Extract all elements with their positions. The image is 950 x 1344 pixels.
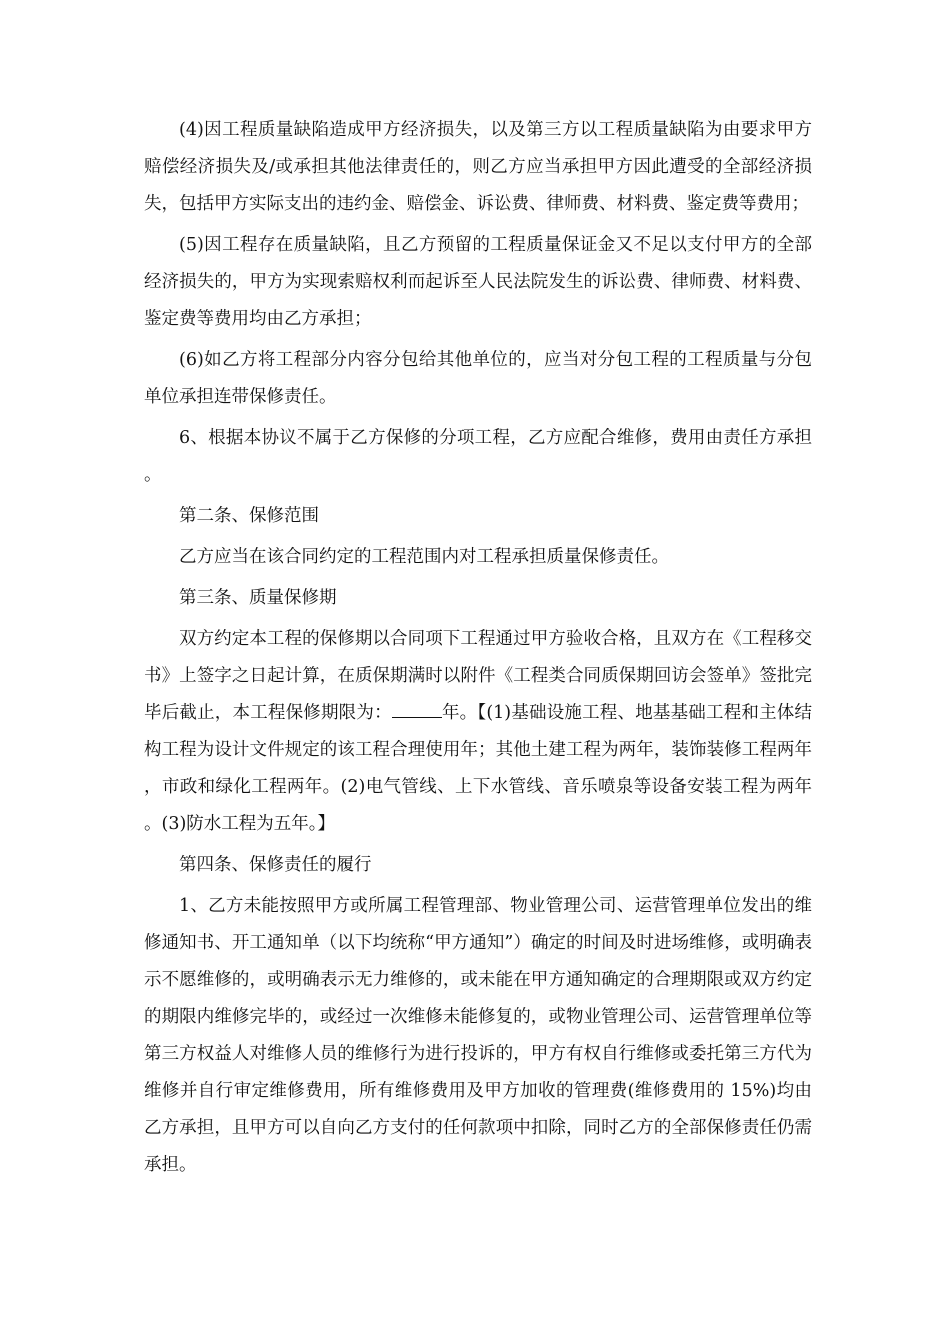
- article-3-body-part-a: 双方约定本工程的保修期以合同项下工程通过甲方验收合格，且双方在《工程移交书》上签字之日起计算，在质保期满时以附件《工程类合同质保期回访会签单》签批完毕后截止，本工程保修期限为：: [144, 629, 812, 723]
- article-3-body: [144, 621, 812, 843]
- paragraph-clause-5: (5)因工程存在质量缺陷，且乙方预留的工程质量保证金又不足以支付甲方的全部经济损失的，甲方为实现索赔权利而起诉至人民法院发生的诉讼费、律师费、材料费、鉴定费等费用均由乙方承担；: [144, 235, 812, 329]
- warranty-years-blank: [392, 697, 442, 718]
- paragraph-clause-4: (4)因工程质量缺陷造成甲方经济损失，以及第三方以工程质量缺陷为由要求甲方赔偿经济损失及/或承担其他法律责任的，则乙方应当承担甲方因此遭受的全部经济损失，包括甲方实际支出的违约金、赔偿金、诉讼费、律师费、材料费、鉴定费等费用；: [144, 120, 812, 214]
- article-4-item-1: 1、乙方未能按照甲方或所属工程管理部、物业管理公司、运营管理单位发出的维修通知书、开工通知单（以下均统称“甲方通知”）确定的时间及时进场维修，或明确表示不愿维修的，或明确表示无力维修的，或未能在甲方通知确定的合理期限或双方约定的期限内维修完毕的，或经过一次维修未能修复的，或物业管理公司、运营管理单位等第三方权益人对维修人员的维修行为进行投诉的，甲方有权自行维修或委托第三方代为维修并自行审定维修费用，所有维修费用及甲方加收的管理费(维修费用的 15%)均由乙方承担，且甲方可以自向乙方支付的任何款项中扣除，同时乙方的全部保修责任仍需承担。: [144, 896, 812, 1175]
- article-2-heading: 第二条、保修范围: [179, 506, 319, 526]
- paragraph-clause-6: (6)如乙方将工程部分内容分包给其他单位的，应当对分包工程的工程质量与分包单位承担连带保修责任。: [144, 350, 812, 407]
- paragraph-item-6: 6、根据本协议不属于乙方保修的分项工程，乙方应配合维修，费用由责任方承担。: [144, 428, 812, 485]
- document-page: [144, 112, 812, 1188]
- article-2-body: 乙方应当在该合同约定的工程范围内对工程承担质量保修责任。: [179, 547, 669, 567]
- article-3-body-part-b: 年。【(1)基础设施工程、地基基础工程和主体结构工程为设计文件规定的该工程合理使用年；其他土建工程为两年，装饰装修工程两年，市政和绿化工程两年。(2)电气管线、上下水管线、音乐喷泉等设备安装工程为两年。(3)防水工程为五年。】: [144, 703, 812, 834]
- article-4-heading: 第四条、保修责任的履行: [179, 855, 372, 875]
- article-3-heading: 第三条、质量保修期: [179, 588, 337, 608]
